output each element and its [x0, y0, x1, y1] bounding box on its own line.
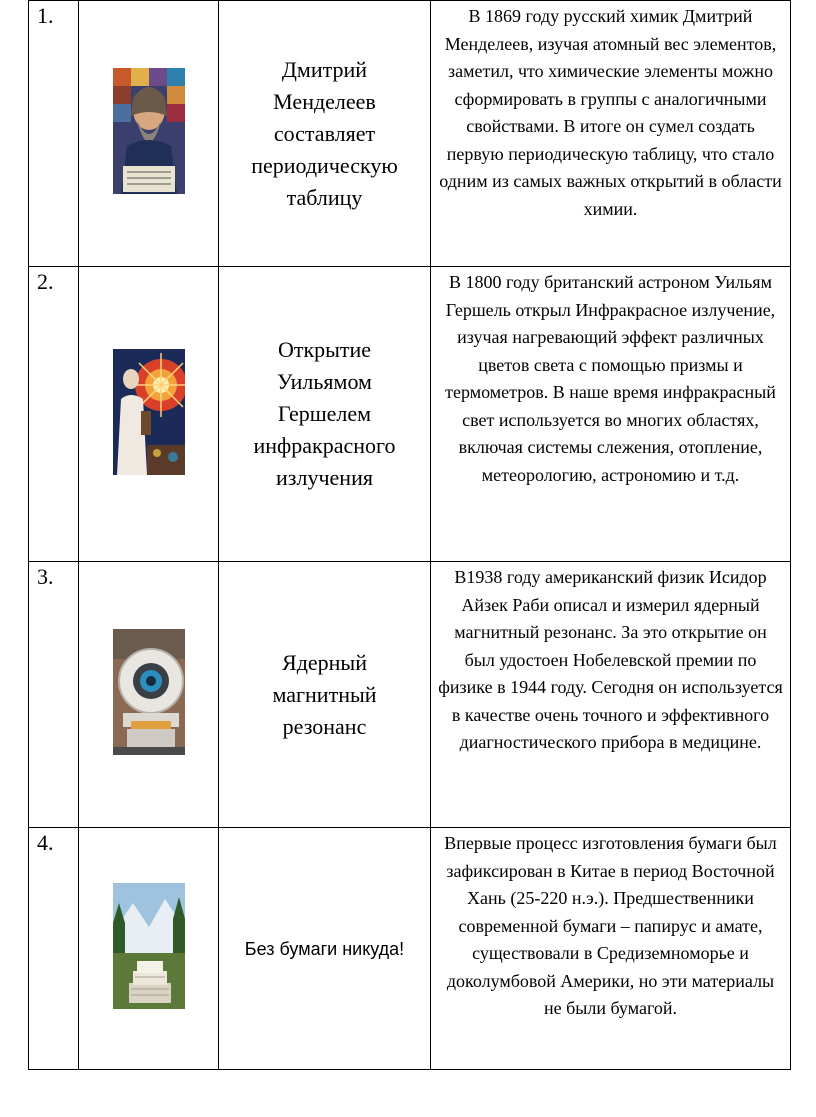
- image-cell: [79, 828, 219, 1070]
- image-cell: [79, 267, 219, 562]
- row-title: Дмитрий Менделеев составляет периодическую таблицу: [219, 1, 431, 267]
- row-description: В 1869 году русский химик Дмитрий Менделеев, изучая атомный вес элементов, заметил, что химические элементы можно сформировать в группы с аналогичными свойствами. В итоге он сумел создать первую периодическую таблицу, что стало одним из самых важных открытий в области химии.: [431, 1, 791, 267]
- row-title: Без бумаги никуда!: [219, 828, 431, 1070]
- table-row: [29, 1, 791, 267]
- image-cell: [79, 562, 219, 828]
- row-title: Ядерный магнитный резонанс: [219, 562, 431, 828]
- row-description: В1938 году американский физик Исидор Айзек Раби описал и измерил ядерный магнитный резонанс. За это открытие он был удостоен Нобелевской премии по физике в 1944 году. Сегодня он используется в качестве очень точного и эффективного диагностического прибора в медицине.: [431, 562, 791, 828]
- row-description: В 1800 году британский астроном Уильям Гершель открыл Инфракрасное излучение, изучая нагревающий эффект различных цветов света с помощью призмы и термометров. В наше время инфракрасный свет используется во многих областях, включая системы слежения, отопление, метеорологию, астрономию и т.д.: [431, 267, 791, 562]
- image-cell: [79, 1, 219, 267]
- row-title: Открытие Уильямом Гершелем инфракрасного излучения: [219, 267, 431, 562]
- mri-scanner-icon: [113, 629, 185, 755]
- row-number: 3.: [29, 562, 79, 828]
- mendeleev-portrait-icon: [113, 68, 185, 194]
- herschel-infrared-icon: [113, 349, 185, 475]
- paper-stack-forest-icon: [113, 883, 185, 1009]
- table-row: [29, 562, 791, 828]
- row-number: 2.: [29, 267, 79, 562]
- table-row: [29, 828, 791, 1070]
- discoveries-table: [28, 0, 791, 1070]
- row-number: 1.: [29, 1, 79, 267]
- table-row: [29, 267, 791, 562]
- row-description: Впервые процесс изготовления бумаги был зафиксирован в Китае в период Восточной Хань (25-220 н.э.). Предшественники современной бумаги – папирус и амате, существовали в Средиземноморье и доколумбовой Америки, но эти материалы не были бумагой.: [431, 828, 791, 1070]
- row-number: 4.: [29, 828, 79, 1070]
